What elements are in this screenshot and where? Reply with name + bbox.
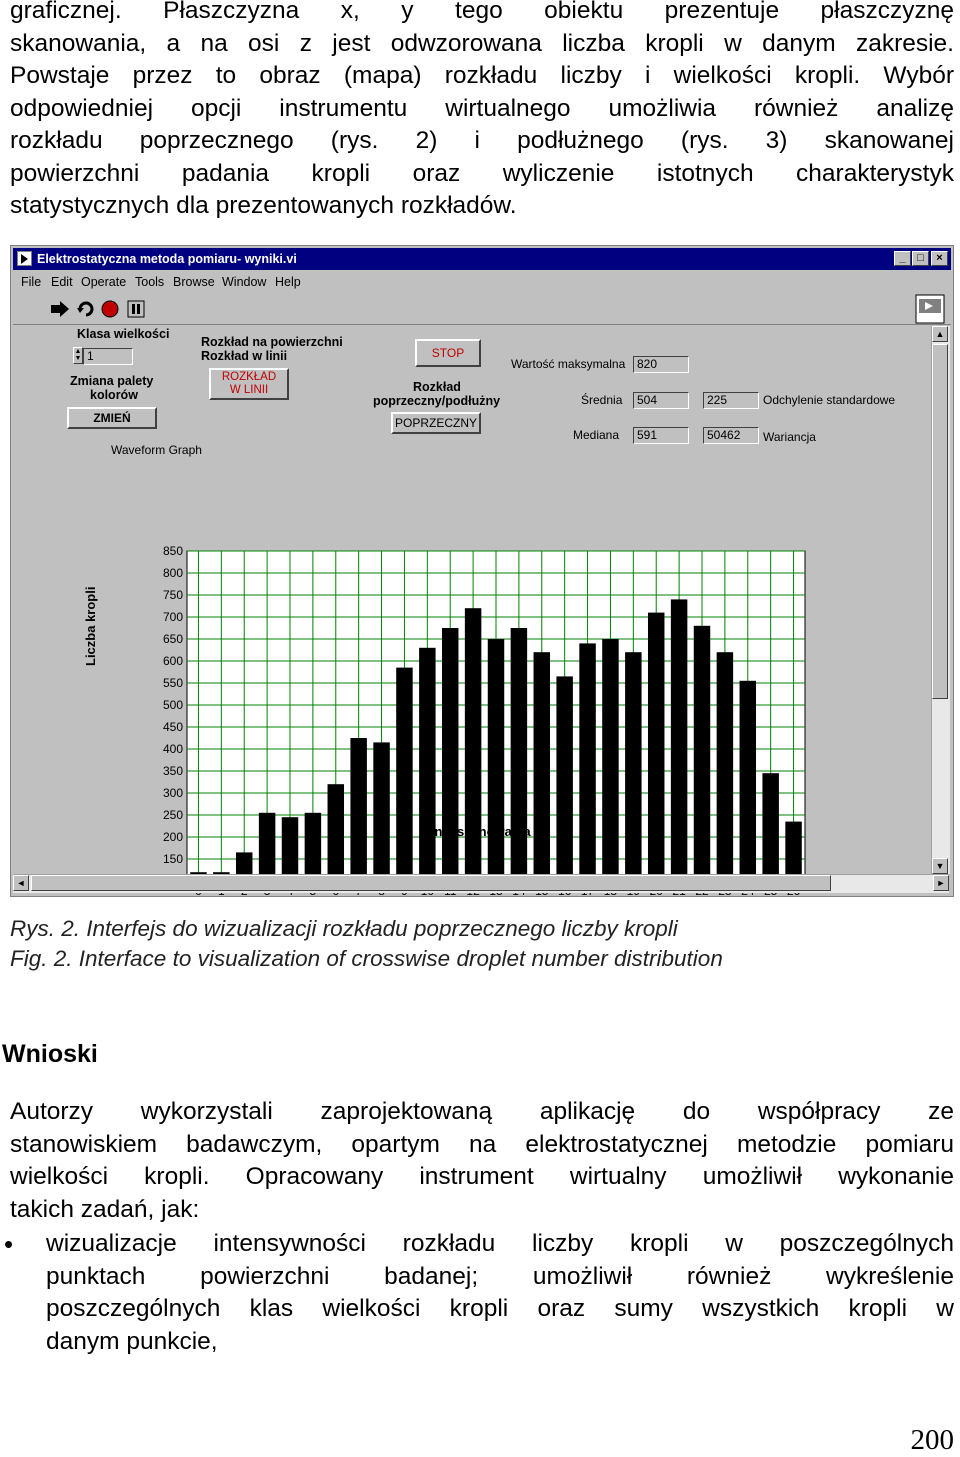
- y-tick-label: 300: [162, 786, 183, 800]
- scroll-thumb[interactable]: [932, 344, 948, 699]
- menu-tools[interactable]: Tools: [135, 275, 165, 289]
- y-tick-label: 400: [162, 742, 183, 756]
- menu-file[interactable]: File: [21, 275, 42, 289]
- zmiana-label-2: kolorów: [90, 388, 138, 402]
- menu-bar: [13, 272, 951, 292]
- bar: [740, 681, 756, 881]
- text-line: punktach powierzchni badanej; umożliwił również wykreślenie: [46, 1262, 954, 1290]
- y-tick-label: 450: [162, 720, 183, 734]
- text-line: Powstaje przez to obraz (mapa) rozkładu liczby i wielkości kropli. Wybór: [10, 62, 954, 89]
- x-axis-label: Linia skanowania: [423, 824, 531, 839]
- bar: [328, 784, 344, 881]
- bar: [350, 738, 366, 881]
- text-line: danym punkcie,: [46, 1327, 218, 1355]
- bar: [762, 773, 778, 881]
- y-axis-label: Liczba kropli: [83, 586, 98, 666]
- stop-button[interactable]: STOP: [415, 339, 481, 367]
- wariancja-label: Wariancja: [763, 430, 816, 444]
- zmiana-label-1: Zmiana palety: [70, 374, 154, 388]
- odchylenie-label: Odchylenie standardowe: [763, 393, 896, 407]
- bar: [694, 626, 710, 881]
- scroll-down-icon[interactable]: ▼: [932, 858, 948, 874]
- caption-pl: Rys. 2. Interfejs do wizualizacji rozkładu poprzecznego liczby kropli: [10, 916, 678, 941]
- bar: [648, 613, 664, 881]
- bar: [396, 668, 412, 881]
- graph-title: Waveform Graph: [111, 443, 202, 457]
- run-continuously-icon[interactable]: [75, 298, 97, 320]
- page-number: 200: [910, 1424, 954, 1456]
- y-tick-label: 700: [162, 610, 183, 624]
- y-tick-label: 350: [162, 764, 183, 778]
- scroll-right-icon[interactable]: ►: [933, 875, 949, 891]
- vertical-scrollbar[interactable]: [931, 326, 950, 874]
- horizontal-scrollbar[interactable]: [13, 874, 949, 893]
- klasa-label: Klasa wielkości: [77, 327, 170, 341]
- rozklad-label-1: Rozkład na powierzchni: [201, 335, 343, 349]
- y-tick-label: 200: [162, 830, 183, 844]
- y-tick-label: 150: [162, 852, 183, 866]
- text-line: graficznej. Płaszczyzna x, y tego obiektu prezentuje płaszczyznę: [10, 0, 954, 24]
- increment-arrows-icon[interactable]: ▲ ▼: [74, 348, 82, 362]
- srednia-label: Średnia: [581, 393, 623, 407]
- run-arrow-icon[interactable]: [49, 298, 71, 320]
- scroll-left-icon[interactable]: ◄: [13, 875, 29, 891]
- mediana-value: 591: [633, 427, 689, 444]
- caption-en: Fig. 2. Interface to visualization of crosswise droplet number distribution: [10, 946, 723, 971]
- text-line: wielkości kropli. Opracowany instrument wirtualny umożliwił wykonanie: [10, 1163, 954, 1190]
- rozklad-button-line-2: W LINII: [229, 384, 269, 396]
- scroll-thumb-h[interactable]: [31, 875, 831, 891]
- text-line: skanowania, a na osi z jest odwzorowana liczba kropli w danym zakresie.: [10, 29, 954, 57]
- section-heading: Wnioski: [2, 1040, 98, 1068]
- y-tick-label: 500: [162, 698, 183, 712]
- text-line: wizualizacje intensywności rozkładu liczby kropli w poszczególnych: [46, 1230, 954, 1257]
- bar: [717, 652, 733, 881]
- text-line: powierzchni padania kropli oraz wyliczenie istotnych charakterystyk: [10, 159, 954, 187]
- bar: [625, 652, 641, 881]
- bar: [305, 813, 321, 881]
- window-title: Elektrostatyczna metoda pomiaru- wyniki.vi: [37, 252, 297, 266]
- maximize-icon[interactable]: □: [912, 251, 929, 266]
- text-line: poszczególnych klas wielkości kropli oraz sumy wszystkich kropli w: [46, 1295, 954, 1322]
- vi-connector-icon[interactable]: [915, 294, 945, 324]
- close-icon[interactable]: ×: [931, 251, 948, 266]
- text-line: Autorzy wykorzystali zaprojektowaną aplikację do współpracy ze: [10, 1098, 954, 1125]
- max-label: Wartość maksymalna: [511, 357, 626, 371]
- toolbar: [13, 294, 951, 325]
- y-tick-label: 800: [162, 566, 183, 580]
- bar: [534, 652, 550, 881]
- pp-label-2: poprzeczny/podłużny: [373, 394, 501, 408]
- bar: [419, 648, 435, 881]
- poprzeczny-button[interactable]: POPRZECZNY: [391, 412, 481, 434]
- bullet-paragraph: [46, 1228, 954, 1358]
- odchylenie-value: 225: [703, 392, 759, 409]
- front-panel: [13, 326, 931, 874]
- menu-window[interactable]: Window: [222, 275, 267, 289]
- bar: [373, 742, 389, 881]
- bar: [511, 628, 527, 881]
- y-tick-label: 600: [162, 654, 183, 668]
- text-line: statystycznych dla prezentowanych rozkładów.: [10, 192, 517, 219]
- y-tick-label: 250: [162, 808, 183, 822]
- bar: [602, 639, 618, 881]
- bar: [259, 813, 275, 881]
- y-tick-label: 850: [162, 544, 183, 558]
- intro-paragraph: [10, 0, 954, 223]
- labview-window: [10, 245, 954, 897]
- rozklad-toggle-button[interactable]: [209, 368, 289, 400]
- y-tick-label: 550: [162, 676, 183, 690]
- text-line: rozkładu poprzecznego (rys. 2) i podłużnego (rys. 3) skanowanej: [10, 127, 954, 154]
- bar: [282, 817, 298, 881]
- bar: [579, 643, 595, 881]
- conclusion-paragraph: [10, 1096, 954, 1226]
- menu-operate[interactable]: Operate: [81, 275, 127, 289]
- menu-browse[interactable]: Browse: [173, 275, 215, 289]
- text-line: odpowiedniej opcji instrumentu wirtualnego umożliwia również analizę: [10, 94, 954, 122]
- pause-icon[interactable]: [125, 298, 147, 320]
- bar: [488, 639, 504, 881]
- rozklad-button-line-1: ROZKŁAD: [221, 371, 277, 383]
- window-title-bar[interactable]: [13, 248, 951, 270]
- menu-edit[interactable]: Edit: [51, 275, 73, 289]
- text-line: takich zadań, jak:: [10, 1195, 200, 1223]
- text-line: stanowiskiem badawczym, opartym na elektrostatycznej metodzie pomiaru: [10, 1130, 954, 1158]
- bar: [442, 628, 458, 881]
- wariancja-value: 50462: [703, 427, 759, 444]
- bar: [556, 676, 572, 881]
- menu-help[interactable]: Help: [275, 275, 301, 289]
- y-tick-label: 750: [162, 588, 183, 602]
- bar: [785, 822, 801, 881]
- zmien-button[interactable]: ZMIEŃ: [67, 407, 157, 429]
- bar: [465, 608, 481, 881]
- y-tick-label: 650: [162, 632, 183, 646]
- rozklad-label-2: Rozkład w linii: [201, 349, 288, 363]
- bar: [671, 599, 687, 881]
- abort-icon[interactable]: [99, 298, 121, 320]
- bullet-icon: •: [4, 1229, 14, 1259]
- vi-icon: [17, 251, 32, 266]
- srednia-value: 504: [633, 392, 689, 409]
- max-value: 820: [633, 356, 689, 373]
- klasa-input[interactable]: 1: [83, 348, 133, 365]
- minimize-icon[interactable]: _: [894, 251, 911, 266]
- scroll-up-icon[interactable]: ▲: [932, 326, 948, 342]
- mediana-label: Mediana: [573, 428, 620, 442]
- pp-label-1: Rozkład: [413, 380, 461, 394]
